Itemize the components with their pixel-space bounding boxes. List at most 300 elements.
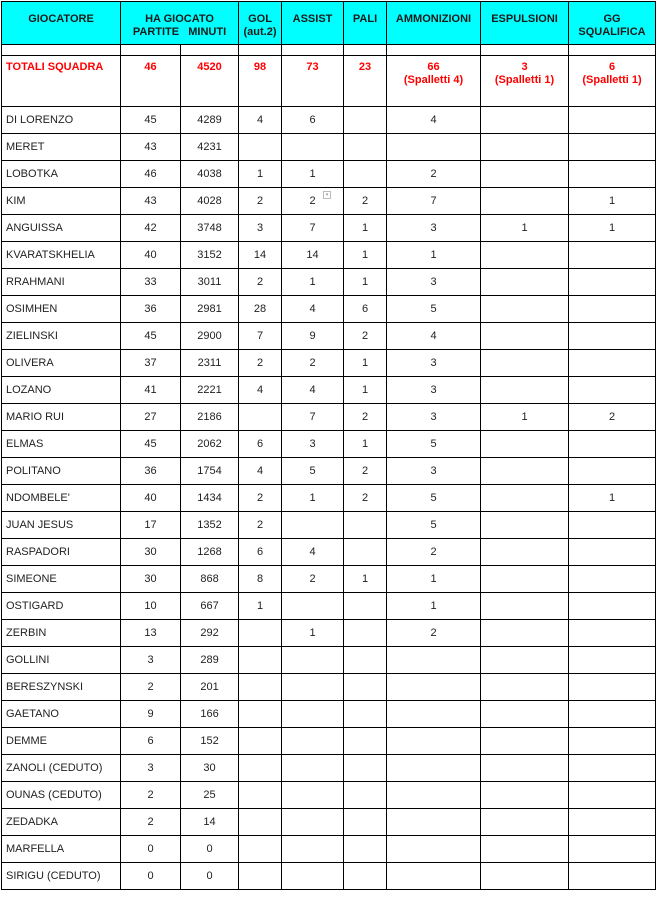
player-ammonizioni: 5 [387,512,481,539]
player-name: LOBOTKA [2,161,121,188]
header-row [2,2,656,45]
player-minuti: 0 [181,863,239,890]
player-pali [344,593,387,620]
player-name: LOZANO [2,377,121,404]
player-pali [344,107,387,134]
player-assist: 14 [282,242,344,269]
player-squalifica [569,242,656,269]
player-assist: 1 [282,269,344,296]
player-squalifica: 1 [569,188,656,215]
player-squalifica [569,296,656,323]
player-gol: 2 [239,188,282,215]
player-pali [344,512,387,539]
player-ammonizioni: 2 [387,539,481,566]
table-row [2,269,656,296]
player-espulsioni [481,755,569,782]
player-gol: 4 [239,377,282,404]
player-assist: 4 [282,377,344,404]
player-pali: 1 [344,242,387,269]
player-ammonizioni: 4 [387,323,481,350]
player-minuti: 2900 [181,323,239,350]
player-squalifica [569,620,656,647]
player-name: RRAHMANI [2,269,121,296]
player-minuti: 3011 [181,269,239,296]
player-espulsioni [481,728,569,755]
totals-squalifica: 6 (Spalletti 1) [569,56,656,107]
player-squalifica [569,674,656,701]
player-name: ZERBIN [2,620,121,647]
player-pali [344,539,387,566]
player-assist [282,593,344,620]
player-espulsioni [481,269,569,296]
player-gol: 3 [239,215,282,242]
player-gol [239,620,282,647]
player-assist: 7 [282,404,344,431]
player-partite: 2 [121,674,181,701]
stats-table [1,1,656,890]
player-name: KVARATSKHELIA [2,242,121,269]
player-assist [282,134,344,161]
player-partite: 36 [121,458,181,485]
player-name: MARIO RUI [2,404,121,431]
player-squalifica [569,782,656,809]
table-row [2,431,656,458]
player-espulsioni [481,863,569,890]
player-gol [239,809,282,836]
player-squalifica [569,755,656,782]
player-ammonizioni: 1 [387,593,481,620]
player-assist [282,782,344,809]
spacer-row [2,45,656,56]
player-espulsioni [481,566,569,593]
player-squalifica [569,539,656,566]
player-pali [344,674,387,701]
totals-gol: 98 [239,56,282,107]
player-partite: 33 [121,269,181,296]
player-assist: 3 [282,431,344,458]
player-name: ANGUISSA [2,215,121,242]
player-squalifica [569,323,656,350]
header-pali: PALI [344,2,387,45]
player-gol: 28 [239,296,282,323]
player-espulsioni [481,485,569,512]
player-minuti: 30 [181,755,239,782]
player-espulsioni [481,323,569,350]
player-partite: 40 [121,242,181,269]
table-row [2,107,656,134]
player-squalifica [569,269,656,296]
player-squalifica [569,134,656,161]
player-partite: 10 [121,593,181,620]
player-name: POLITANO [2,458,121,485]
player-name: MERET [2,134,121,161]
header-ammonizioni: AMMONIZIONI [387,2,481,45]
player-minuti: 2221 [181,377,239,404]
player-gol [239,728,282,755]
player-ammonizioni: 5 [387,431,481,458]
table-row [2,485,656,512]
table-row [2,782,656,809]
player-ammonizioni: 7 [387,188,481,215]
header-gg-squalifica: GG SQUALIFICA [569,2,656,45]
player-assist: 4 [282,539,344,566]
player-espulsioni [481,782,569,809]
player-squalifica [569,431,656,458]
player-gol [239,782,282,809]
player-minuti: 868 [181,566,239,593]
player-gol: 6 [239,431,282,458]
player-ammonizioni: 2 [387,161,481,188]
player-gol [239,863,282,890]
player-espulsioni [481,593,569,620]
player-squalifica [569,701,656,728]
player-squalifica [569,593,656,620]
totals-espulsioni: 3 (Spalletti 1) [481,56,569,107]
player-pali: 1 [344,377,387,404]
player-pali [344,161,387,188]
player-ammonizioni: 1 [387,566,481,593]
player-name: SIMEONE [2,566,121,593]
player-ammonizioni [387,809,481,836]
player-espulsioni: 1 [481,404,569,431]
player-partite: 3 [121,647,181,674]
player-name: OSIMHEN [2,296,121,323]
table-row [2,701,656,728]
player-pali: 2 [344,188,387,215]
player-pali: 2 [344,485,387,512]
player-name: BERESZYNSKI [2,674,121,701]
player-partite: 2 [121,809,181,836]
player-squalifica [569,728,656,755]
player-squalifica [569,566,656,593]
player-minuti: 289 [181,647,239,674]
table-row [2,404,656,431]
player-gol: 1 [239,593,282,620]
player-gol [239,134,282,161]
player-espulsioni: 1 [481,215,569,242]
player-pali: 6 [344,296,387,323]
player-gol [239,701,282,728]
player-gol [239,836,282,863]
player-assist[interactable]: 2 ▾ [282,188,344,215]
player-squalifica [569,809,656,836]
player-gol: 14 [239,242,282,269]
player-gol [239,647,282,674]
player-name: ELMAS [2,431,121,458]
player-ammonizioni [387,782,481,809]
table-row [2,188,656,215]
player-name: OUNAS (CEDUTO) [2,782,121,809]
player-pali [344,782,387,809]
table-row [2,809,656,836]
player-name: ZIELINSKI [2,323,121,350]
totals-label: TOTALI SQUADRA [2,56,121,107]
player-partite: 27 [121,404,181,431]
player-minuti: 4038 [181,161,239,188]
player-partite: 46 [121,161,181,188]
player-partite: 45 [121,107,181,134]
player-name: GAETANO [2,701,121,728]
player-assist: 2 [282,350,344,377]
player-pali: 1 [344,431,387,458]
player-squalifica [569,161,656,188]
player-assist: 1 [282,485,344,512]
player-assist [282,674,344,701]
player-ammonizioni: 3 [387,377,481,404]
player-espulsioni [481,431,569,458]
player-gol: 4 [239,107,282,134]
player-assist: 4 [282,296,344,323]
table-row [2,755,656,782]
table-row [2,728,656,755]
player-name: DEMME [2,728,121,755]
player-squalifica: 1 [569,215,656,242]
table-row [2,863,656,890]
player-espulsioni [481,620,569,647]
player-name: OLIVERA [2,350,121,377]
table-row [2,647,656,674]
player-minuti: 201 [181,674,239,701]
totals-row [2,56,656,107]
player-name: OSTIGARD [2,593,121,620]
player-minuti: 1352 [181,512,239,539]
totals-minuti: 4520 [181,56,239,107]
player-minuti: 152 [181,728,239,755]
player-pali [344,836,387,863]
player-partite: 45 [121,431,181,458]
player-espulsioni [481,296,569,323]
player-partite: 40 [121,485,181,512]
header-gol: GOL (aut.2) [239,2,282,45]
table-row [2,836,656,863]
player-minuti: 1268 [181,539,239,566]
player-assist: 1 [282,620,344,647]
player-partite: 3 [121,755,181,782]
player-ammonizioni [387,134,481,161]
player-squalifica [569,107,656,134]
player-espulsioni [481,188,569,215]
player-assist [282,647,344,674]
totals-partite: 46 [121,56,181,107]
player-name: MARFELLA [2,836,121,863]
player-partite: 42 [121,215,181,242]
player-espulsioni [481,647,569,674]
player-minuti: 2311 [181,350,239,377]
player-assist: 2 [282,566,344,593]
player-minuti: 2062 [181,431,239,458]
player-assist [282,728,344,755]
player-name: ZANOLI (CEDUTO) [2,755,121,782]
player-pali: 1 [344,269,387,296]
table-row [2,215,656,242]
player-minuti: 14 [181,809,239,836]
table-row [2,377,656,404]
player-pali: 2 [344,404,387,431]
player-minuti: 3748 [181,215,239,242]
player-partite: 0 [121,836,181,863]
player-ammonizioni: 3 [387,350,481,377]
totals-assist: 73 [282,56,344,107]
player-assist [282,755,344,782]
player-minuti: 667 [181,593,239,620]
totals-pali: 23 [344,56,387,107]
player-ammonizioni: 3 [387,458,481,485]
player-name: GOLLINI [2,647,121,674]
player-gol [239,674,282,701]
player-minuti: 2186 [181,404,239,431]
player-squalifica: 1 [569,485,656,512]
player-ammonizioni: 1 [387,242,481,269]
table-row [2,296,656,323]
player-pali: 2 [344,323,387,350]
player-gol: 6 [239,539,282,566]
player-squalifica [569,647,656,674]
player-squalifica [569,377,656,404]
player-assist [282,836,344,863]
player-ammonizioni [387,863,481,890]
header-ha-giocato: HA GIOCATO PARTITE MINUTI [121,2,239,45]
player-espulsioni [481,701,569,728]
player-partite: 30 [121,539,181,566]
player-squalifica: 2 [569,404,656,431]
player-minuti: 1434 [181,485,239,512]
player-assist: 6 [282,107,344,134]
player-squalifica [569,458,656,485]
player-name: ZEDADKA [2,809,121,836]
player-ammonizioni: 3 [387,404,481,431]
player-pali [344,701,387,728]
player-assist [282,809,344,836]
player-assist [282,863,344,890]
table-row [2,458,656,485]
player-gol [239,755,282,782]
player-espulsioni [481,512,569,539]
player-assist: 1 [282,161,344,188]
table-row [2,539,656,566]
player-ammonizioni: 3 [387,215,481,242]
player-espulsioni [481,134,569,161]
player-partite: 43 [121,134,181,161]
player-partite: 41 [121,377,181,404]
player-minuti: 292 [181,620,239,647]
table-row [2,620,656,647]
header-espulsioni: ESPULSIONI [481,2,569,45]
player-pali: 1 [344,350,387,377]
table-row [2,566,656,593]
player-espulsioni [481,458,569,485]
player-ammonizioni [387,701,481,728]
player-espulsioni [481,242,569,269]
cell-dropdown-icon[interactable]: ▾ [323,191,331,199]
player-assist [282,512,344,539]
player-assist: 7 [282,215,344,242]
player-squalifica [569,512,656,539]
player-name: NDOMBELE' [2,485,121,512]
player-pali [344,863,387,890]
table-row [2,134,656,161]
table-row [2,674,656,701]
player-espulsioni [481,836,569,863]
player-gol: 2 [239,512,282,539]
player-partite: 43 [121,188,181,215]
player-partite: 13 [121,620,181,647]
player-ammonizioni: 3 [387,269,481,296]
player-pali: 1 [344,566,387,593]
header-giocatore: GIOCATORE [2,2,121,45]
table-row [2,161,656,188]
player-name: SIRIGU (CEDUTO) [2,863,121,890]
player-assist [282,701,344,728]
player-partite: 45 [121,323,181,350]
player-gol: 1 [239,161,282,188]
player-assist: 9 [282,323,344,350]
player-minuti: 4028 [181,188,239,215]
player-name: JUAN JESUS [2,512,121,539]
player-minuti: 4231 [181,134,239,161]
player-partite: 30 [121,566,181,593]
player-partite: 6 [121,728,181,755]
player-name: RASPADORI [2,539,121,566]
player-partite: 2 [121,782,181,809]
player-ammonizioni: 5 [387,296,481,323]
table-row [2,512,656,539]
player-espulsioni [481,161,569,188]
player-pali: 1 [344,215,387,242]
player-ammonizioni: 4 [387,107,481,134]
table-row [2,242,656,269]
player-partite: 0 [121,863,181,890]
player-gol: 2 [239,485,282,512]
player-pali [344,647,387,674]
player-gol: 8 [239,566,282,593]
player-partite: 9 [121,701,181,728]
player-espulsioni [481,539,569,566]
player-partite: 37 [121,350,181,377]
player-ammonizioni: 5 [387,485,481,512]
player-ammonizioni [387,755,481,782]
player-minuti: 3152 [181,242,239,269]
player-ammonizioni [387,647,481,674]
player-gol: 2 [239,350,282,377]
player-partite: 36 [121,296,181,323]
player-ammonizioni [387,728,481,755]
player-assist: 5 [282,458,344,485]
player-pali [344,755,387,782]
player-pali [344,728,387,755]
player-minuti: 166 [181,701,239,728]
player-squalifica [569,863,656,890]
player-espulsioni [481,377,569,404]
player-name: KIM [2,188,121,215]
player-pali: 2 [344,458,387,485]
player-ammonizioni [387,674,481,701]
player-gol: 2 [239,269,282,296]
header-assist: ASSIST [282,2,344,45]
player-ammonizioni [387,836,481,863]
totals-ammonizioni: 66 (Spalletti 4) [387,56,481,107]
table-row [2,350,656,377]
player-gol [239,404,282,431]
player-minuti: 4289 [181,107,239,134]
player-minuti: 0 [181,836,239,863]
player-gol: 4 [239,458,282,485]
player-squalifica [569,836,656,863]
player-partite: 17 [121,512,181,539]
player-pali [344,620,387,647]
player-minuti: 25 [181,782,239,809]
player-minuti: 1754 [181,458,239,485]
player-espulsioni [481,674,569,701]
